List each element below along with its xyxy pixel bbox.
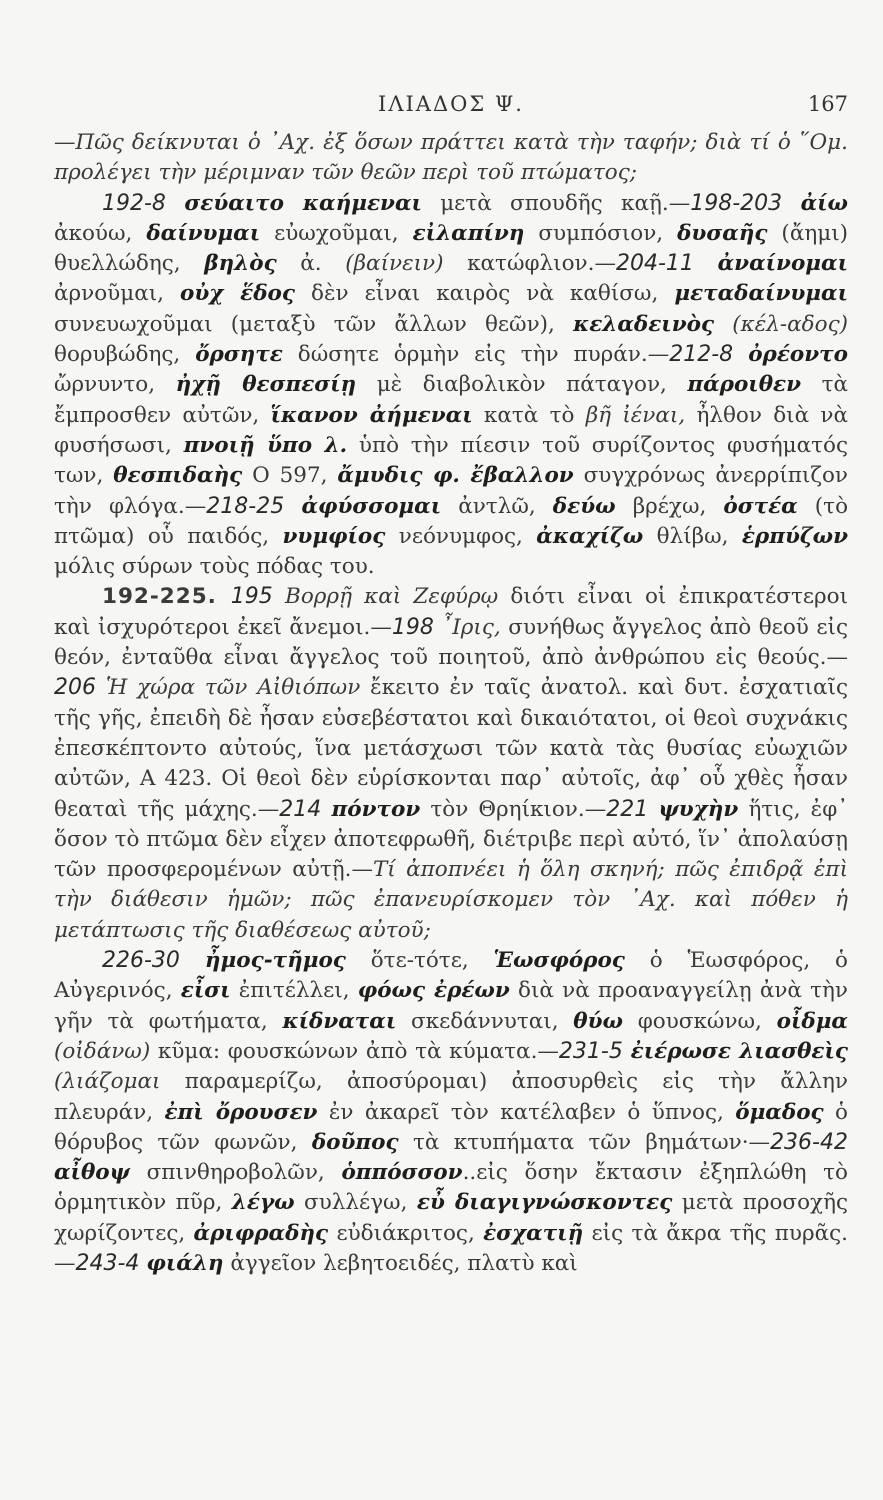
text-run: ῏Ιρις, bbox=[441, 614, 501, 640]
line-reference: 192-8 bbox=[102, 190, 185, 216]
lemma: εἰλαπίνη bbox=[412, 220, 525, 246]
line-reference: 198-203 bbox=[690, 190, 801, 216]
lemma: ἐσχατιῇ bbox=[483, 1220, 584, 1246]
text-run: συμπόσιον, bbox=[524, 220, 678, 246]
lemma: ἵκανον ἀήμεναι bbox=[270, 402, 473, 428]
text-run: συνήθως ἄγγελος ἀπὸ θεοῦ εἰς θεόν, ἐνταῦθα εἶναι ἄγγελος τοῦ ποιητοῦ, ἀπὸ ἀνθρώπου εἰς θεούς.— bbox=[54, 614, 848, 671]
text-run: θλίβω, bbox=[643, 523, 742, 549]
line-reference: 236-42 bbox=[770, 1129, 848, 1155]
lemma: ὀρέοντο bbox=[748, 342, 848, 368]
lemma: ὅμαδος bbox=[735, 1099, 824, 1125]
line-reference: 206 bbox=[54, 675, 107, 701]
lemma: δυσαῆς bbox=[677, 220, 768, 246]
paragraph-192-225-notes bbox=[54, 582, 848, 946]
line-reference: 221 bbox=[606, 796, 659, 822]
lemma: ἀκαχίζω bbox=[536, 523, 644, 549]
lemma: θύω bbox=[573, 1008, 624, 1034]
line-reference: 204-11 bbox=[615, 251, 718, 277]
lemma: φόως ἐρέων bbox=[357, 978, 510, 1004]
page-header bbox=[54, 92, 848, 122]
text-run: βῆ bbox=[585, 402, 612, 428]
lemma: ὁππόσσον bbox=[341, 1160, 463, 1186]
commentary-text bbox=[54, 128, 848, 1279]
text-run: μετὰ σπουδῆς καῇ.— bbox=[421, 190, 691, 216]
text-run: (οἰδάνω) bbox=[54, 1038, 151, 1064]
lemma: εὖ διαγιγνώσκοντες bbox=[416, 1190, 673, 1216]
text-run: ἀρνοῦμαι, bbox=[54, 281, 181, 307]
lemma: ἠχῇ θεσπεσίῃ bbox=[175, 372, 357, 398]
line-reference: 195 bbox=[230, 584, 286, 610]
line-reference: 218-25 bbox=[206, 493, 302, 519]
text-run: ἰέναι, bbox=[622, 402, 686, 428]
text-run: ἥτις, ἐφ᾿ ὅσον τὸ πτῶμα δὲν εἶχεν ἀποτεφρωθῆ, διέτριβε περὶ αὐτό, ἵν᾿ ἀπολαύσῃ τῶν προσφερομένων αὐτῇ.— bbox=[54, 796, 848, 883]
text-run: ὤρνυντο, bbox=[54, 372, 176, 398]
lemma: δεύω bbox=[552, 493, 616, 519]
lemma: ἐπὶ ὄρουσεν bbox=[164, 1099, 318, 1125]
paragraph-192-244-glosses bbox=[54, 189, 848, 583]
lemma: Ἑωσφόρος bbox=[493, 948, 625, 974]
text-run bbox=[611, 403, 622, 428]
lemma: θεσπιδαὴς bbox=[113, 463, 243, 489]
page-number: 167 bbox=[807, 92, 848, 116]
text-run: δὲν εἶναι καιρὸς νὰ καθίσω, bbox=[294, 281, 675, 307]
text-run: μὲ διαβολικὸν πάταγον, bbox=[356, 372, 688, 398]
lemma: πνοιῇ ὕπο λ. bbox=[183, 432, 348, 458]
text-run: (λιάζομαι bbox=[54, 1069, 161, 1095]
text-run: ἐπιτέλλει, bbox=[230, 978, 358, 1004]
lemma: κίδναται bbox=[282, 1008, 397, 1034]
text-run: φουσκώνω, bbox=[623, 1008, 777, 1034]
running-title: ΙΛΙΑΔΟΣ Ψ. bbox=[378, 92, 524, 116]
lemma: βηλὸς bbox=[204, 251, 277, 277]
text-run: διότι εἶναι οἱ ἐπικρατέστεροι καὶ ἰσχυρότεροι ἐκεῖ ἄνεμοι.— bbox=[54, 584, 848, 640]
text-run: κατὰ τὸ bbox=[472, 402, 586, 428]
lemma: νυμφίος bbox=[282, 523, 386, 549]
paragraph-226-244-glosses bbox=[54, 946, 848, 1279]
text-run: συγχρόνως ἀνερρίπιζον τὴν φλόγα.— bbox=[54, 463, 848, 519]
text-run: (τὸ πτῶμα) οὗ παιδός, bbox=[54, 493, 849, 549]
lemma: ἦμος-τῆμος bbox=[204, 948, 346, 974]
text-run: βρέχω, bbox=[615, 493, 724, 519]
text-run: κατώφλιον.— bbox=[443, 251, 616, 277]
line-reference: 226-30 bbox=[102, 948, 205, 974]
lemma: σεύαιτο καήμεναι bbox=[184, 190, 422, 216]
lemma: ἀριφραδὴς bbox=[193, 1220, 329, 1246]
line-reference: 243-4 bbox=[75, 1250, 147, 1276]
text-run: τὰ κτυπήματα τῶν βημάτων·— bbox=[398, 1129, 771, 1155]
text-run: μετὰ προσοχῆς χωρίζοντες, bbox=[54, 1190, 849, 1246]
lemma: κελαδεινὸς bbox=[573, 311, 715, 337]
lemma: λέγω bbox=[231, 1190, 295, 1216]
text-run: —Πῶς δείκνυται ὁ ᾿Αχ. ἐξ ὅσων πράττει κατὰ τὴν ταφήν; διὰ τί ὁ ῞Ομ. προλέγει τὴν μέριμναν τῶν θεῶν περὶ τοῦ πτώματος; bbox=[54, 130, 848, 186]
lemma: ὀστέα bbox=[723, 493, 798, 519]
text-run: ὁ θόρυβος τῶν φωνῶν, bbox=[54, 1099, 848, 1155]
text-run: ὅτε-τότε, bbox=[345, 948, 494, 974]
text-run: ἦλθον διὰ νὰ φυσήσωσι, bbox=[54, 402, 848, 458]
text-run: ὁ Ἑωσφόρος, ὁ Αὐγερινός, bbox=[54, 948, 848, 1004]
line-reference: 198 bbox=[391, 614, 442, 640]
line-reference: 214 bbox=[279, 796, 332, 822]
lemma: ἀφύσσομαι bbox=[301, 493, 442, 519]
lemma: δαίνυμαι bbox=[146, 220, 261, 246]
text-run: Τί ἀποπνέει ἡ ὅλη σκηνή; πῶς ἐπιδρᾷ ἐπὶ τὴν διάθεσιν ἡμῶν; πῶς ἐπανευρίσκομεν τὸν ᾿Αχ. καὶ πόθεν ἡ μετάπτωσις τῆς διαθέσεως αὐτοῦ; bbox=[54, 857, 848, 943]
text-run: παραμερίζω, ἀποσύρομαι) ἀποσυρθεὶς εἰς τὴν ἄλλην πλευράν, bbox=[54, 1069, 848, 1125]
lemma: ὄρσητε bbox=[195, 342, 283, 368]
text-run: ἀντλῶ, bbox=[441, 493, 553, 519]
text-run: εἰς τὰ ἄκρα τῆς πυρᾶς.— bbox=[54, 1220, 848, 1276]
text-run: (ἄημι) θυελλώδης, bbox=[54, 220, 849, 277]
lemma: οἶδμα bbox=[776, 1008, 848, 1034]
text-run bbox=[714, 312, 732, 337]
lemma: μεταδαίνυμαι bbox=[674, 281, 848, 307]
lemma: εἶσι bbox=[180, 978, 231, 1004]
text-run: μόλις σύρων τοὺς πόδας του. bbox=[54, 554, 375, 580]
text-run: νεόνυμφος, bbox=[385, 523, 537, 549]
text-run: συλλέγω, bbox=[294, 1190, 417, 1216]
text-run: εὐδιάκριτος, bbox=[328, 1220, 484, 1246]
text-run: θορυβώδης, bbox=[54, 342, 196, 368]
lemma: φιάλη bbox=[146, 1250, 224, 1276]
text-run: ἀ. bbox=[276, 251, 346, 277]
text-run: ἐν ἀκαρεῖ τὸν κατέλαβεν ὁ ὕπνος, bbox=[317, 1099, 736, 1125]
text-run: Ο 597, bbox=[242, 463, 338, 489]
lemma: ψυχὴν bbox=[658, 796, 739, 822]
lemma: ἀίω bbox=[800, 190, 849, 216]
text-run: τὸν Θρηίκιον.— bbox=[420, 796, 607, 822]
text-run: (βαίνειν) bbox=[345, 251, 444, 277]
paragraph-questions bbox=[54, 128, 848, 189]
lemma: αἶθοψ bbox=[54, 1160, 130, 1186]
text-run: τὰ ἔμπροσθεν αὐτῶν, bbox=[54, 372, 849, 428]
lemma: ἐιέρωσε λιασθεὶς bbox=[630, 1038, 848, 1064]
text-run: Βορρῇ καὶ Ζεφύρῳ bbox=[285, 584, 499, 610]
text-run: σκεδάννυται, bbox=[396, 1008, 574, 1034]
text-run: ..εἰς ὅσην ἔκτασιν ἐξηπλώθη τὸ ὁρμητικὸν πῦρ, bbox=[54, 1160, 848, 1216]
text-run: δώσητε ὁρμὴν εἰς τὴν πυράν.— bbox=[282, 342, 670, 368]
lemma: ἄμυδις φ. ἔβαλλον bbox=[337, 463, 574, 489]
text-run: κῦμα: φουσκώνων ἀπὸ τὰ κύματα.— bbox=[150, 1038, 559, 1064]
lemma: ἑρπύζων bbox=[741, 523, 849, 549]
lemma: πάροιθεν bbox=[687, 372, 802, 398]
text-run: Ἡ χώρα τῶν Αἰθιόπων bbox=[106, 675, 361, 701]
text-run: ὑπὸ τὴν πίεσιν τοῦ συρίζοντος φυσήματός των, bbox=[54, 432, 848, 489]
text-run: σπινθηροβολῶν, bbox=[129, 1160, 342, 1186]
text-run: ἔκειτο ἐν ταῖς ἀνατολ. καὶ δυτ. ἐσχατιαῖς τῆς γῆς, ἐπειδὴ δὲ ἦσαν εὐσεβέστατοι καὶ δικαιότατοι, οἱ θεοὶ συχνάκις ἐπεσκέπτοντο αὐτούς, ἵνα μετάσχωσι τῶν κατὰ τὰς θυσίας εὐωχιῶν αὐτῶν, Α 423. Οἱ θεοὶ δὲν εὑρίσκονται παρ᾿ αὐτοῖς, ἀφ᾿ οὗ χθὲς ἦσαν θεαταὶ τῆς μάχης.— bbox=[54, 675, 849, 822]
text-run: διὰ νὰ προαναγγείλῃ ἀνὰ τὴν γῆν τὰ φωτήματα, bbox=[54, 978, 848, 1034]
text-run: εὐωχοῦμαι, bbox=[260, 220, 413, 246]
text-run: συνευωχοῦμαι (μεταξὺ τῶν ἄλλων θεῶν), bbox=[54, 311, 574, 337]
text-run: ἀκούω, bbox=[54, 220, 147, 246]
lemma: ἀναίνομαι bbox=[717, 251, 848, 277]
line-reference: 212-8 bbox=[669, 342, 749, 368]
lemma: πόντον bbox=[331, 796, 421, 822]
text-run: (κέλ-αδος) bbox=[732, 311, 849, 337]
section-reference: 192-225. bbox=[102, 584, 231, 610]
text-run: ἀγγεῖον λεβητοειδές, πλατὺ καὶ bbox=[223, 1250, 578, 1276]
lemma: οὐχ ἕδος bbox=[180, 281, 295, 307]
lemma: δοῦπος bbox=[311, 1129, 399, 1155]
line-reference: 231-5 bbox=[558, 1038, 631, 1064]
